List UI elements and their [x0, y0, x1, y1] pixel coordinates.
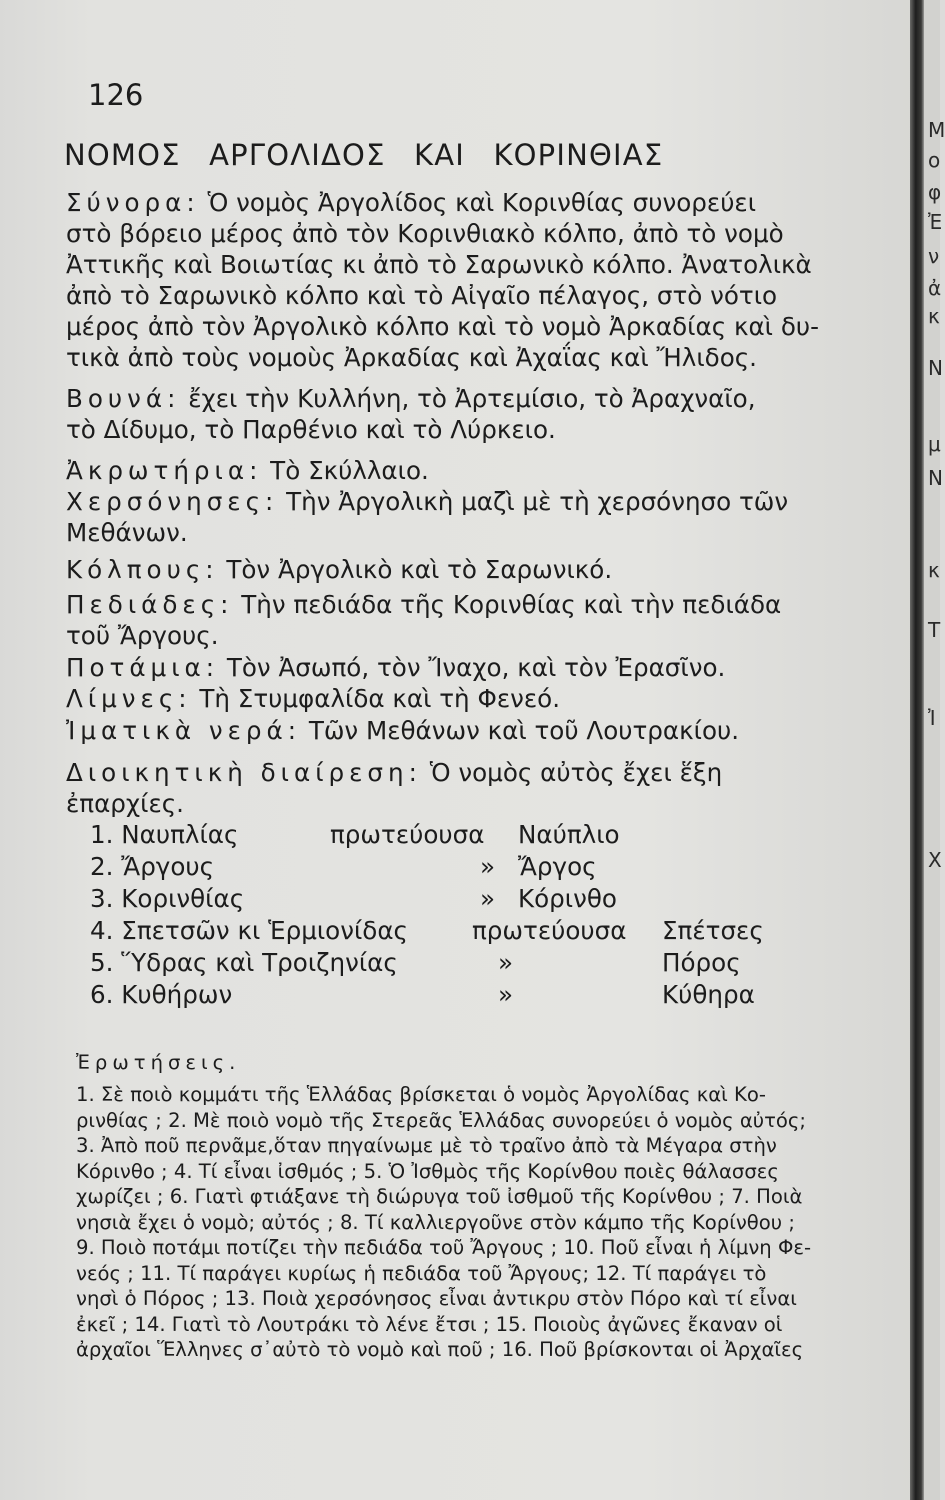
body-line — [66, 621, 219, 650]
province-name: 3. Κορινθίας — [90, 884, 245, 913]
body-line-text: Ὁ νομὸς Ἀργολίδος καὶ Κορινθίας συνορεύει — [199, 188, 757, 217]
body-line — [66, 456, 429, 485]
next-page-fragment: φ — [928, 180, 942, 204]
next-page-fragment: κ — [928, 304, 940, 328]
next-page-fragment: κ — [928, 558, 940, 582]
body-line — [66, 684, 560, 713]
body-line-text: ἀπὸ τὸ Σαρωνικὸ κόλπο καὶ τὸ Αἰγαῖο πέλαγος, στὸ νότιο — [66, 281, 778, 310]
body-line-text: Τὸν Ἀργολικὸ καὶ τὸ Σαρωνικό. — [218, 555, 613, 584]
next-page-fragment: Μ — [928, 118, 945, 142]
province-capital-kind: » — [498, 948, 514, 977]
body-line — [66, 343, 757, 372]
body-line — [66, 384, 756, 413]
section-label: Λίμνες: — [66, 684, 192, 713]
body-line-text: μέρος ἀπὸ τὸν Ἀργολικὸ κόλπο καὶ τὸ νομὸ Ἀρκαδίας καὶ δυ- — [66, 312, 819, 341]
next-page-fragment: ν — [928, 244, 940, 268]
question-line: ἀρχαῖοι Ἕλληνες σ᾽αὐτὸ τὸ νομὸ καὶ ποῦ ; 16. Ποῦ βρίσκονται οἱ Ἀρχαῖες — [76, 1338, 804, 1361]
body-line — [66, 716, 739, 745]
province-capital: Ναύπλιο — [518, 820, 620, 849]
body-line-text: τοῦ Ἄργους. — [66, 621, 219, 650]
body-line-text: τικὰ ἀπὸ τοὺς νομοὺς Ἀρκαδίας καὶ Ἀχαΐας καὶ Ἤλιδος. — [66, 343, 758, 372]
section-label: Διοικητικὴ διαίρεση: — [66, 758, 422, 787]
section-label: Πεδιάδες: — [66, 590, 234, 619]
next-page-fragment: Ἰ — [928, 706, 936, 730]
province-name: 4. Σπετσῶν κι Ἑρμιονίδας — [90, 916, 408, 945]
next-page-fragment: ἀ — [928, 276, 942, 300]
page-number: 126 — [88, 78, 144, 112]
province-capital-kind: πρωτεύουσα — [472, 916, 627, 945]
next-page-fragment: ο — [928, 148, 941, 172]
next-page-fragment: μ — [928, 432, 941, 456]
question-line: νησιὰ ἔχει ὁ νομὸ; αὐτός ; 8. Τί καλλιεργοῦνε στὸν κάμπο τῆς Κορίνθου ; — [76, 1210, 795, 1234]
body-line — [66, 555, 612, 584]
question-line: 3. Ἀπὸ ποῦ περνᾶμε,ὅταν πηγαίνωμε μὲ τὸ τραῖνο ἀπὸ τὰ Μέγαρα στὴν — [76, 1134, 777, 1157]
body-line — [66, 312, 819, 341]
next-page-edge — [924, 0, 945, 1500]
body-line — [66, 653, 725, 682]
body-line-text: Τὸ Σκύλλαιο. — [262, 456, 429, 485]
province-name: 1. Ναυπλίας — [90, 820, 239, 849]
question-line: Κόρινθο ; 4. Τί εἶναι ἰσθμός ; 5. Ὁ Ἰσθμὸς τῆς Κορίνθου ποιὲς θάλασσες — [76, 1159, 779, 1183]
page-title: ΝΟΜΟΣ ΑΡΓΟΛΙΔΟΣ ΚΑΙ ΚΟΡΙΝΘΙΑΣ — [64, 138, 664, 172]
next-page-fragment: Χ — [928, 848, 942, 872]
body-line-text: Τὸν Ἀσωπό, τὸν Ἴναχο, καὶ τὸν Ἐρασῖνο. — [219, 653, 726, 682]
next-page-fragment: Ἐ — [928, 210, 943, 234]
question-line: 9. Ποιὸ ποτάμι ποτίζει τὴν πεδιάδα τοῦ Ἄργους ; 10. Ποῦ εἶναι ἡ λίμνη Φε- — [76, 1236, 812, 1259]
body-line-text: Τὴν Ἀργολικὴ μαζὶ μὲ τὴ χερσόνησο τῶν — [278, 487, 789, 516]
body-line — [66, 281, 777, 310]
body-line-text: Τὴν πεδιάδα τῆς Κορινθίας καὶ τὴν πεδιάδα — [233, 590, 782, 619]
province-name: 2. Ἄργους — [90, 852, 215, 881]
body-line-text: ἔχει τὴν Κυλλήνη, τὸ Ἀρτεμίσιο, τὸ Ἀραχναῖο, — [180, 384, 756, 413]
section-label: Κόλπους: — [66, 555, 219, 584]
question-line: νεός ; 11. Τί παράγει κυρίως ἡ πεδιάδα τοῦ Ἄργους; 12. Τί παράγει τὸ — [76, 1261, 767, 1285]
question-line: 1. Σὲ ποιὸ κομμάτι τῆς Ἑλλάδας βρίσκεται ὁ νομὸς Ἀργολίδας καὶ Κο- — [76, 1083, 766, 1106]
province-capital-kind: » — [498, 980, 514, 1009]
province-capital: Κύθηρα — [662, 980, 755, 1009]
section-label: Ποτάμια: — [66, 653, 220, 682]
question-line: ρινθίας ; 2. Μὲ ποιὸ νομὸ τῆς Στερεᾶς Ἑλλάδας συνορεύει ὁ νομὸς αὐτός; — [76, 1108, 807, 1132]
province-capital: Πόρος — [662, 948, 741, 977]
body-line — [66, 188, 756, 217]
body-line — [66, 219, 784, 248]
question-line: νησὶ ὁ Πόρος ; 13. Ποιὰ χερσόνησος εἶναι ἀντικρυ στὸν Πόρο καὶ τί εἶναι — [76, 1287, 797, 1310]
body-line — [66, 250, 812, 279]
body-line-text: Μεθάνων. — [66, 518, 188, 547]
book-gutter — [910, 0, 924, 1500]
questions-heading: Ἐρωτήσεις. — [76, 1051, 241, 1074]
body-line-text: στὸ βόρειο μέρος ἀπὸ τὸν Κορινθιακὸ κόλπο, ἀπὸ τὸ νομὸ — [66, 219, 784, 248]
section-label: Βουνά: — [66, 384, 181, 413]
body-line — [66, 415, 556, 444]
province-name: 6. Κυθήρων — [90, 980, 233, 1009]
body-line-text: ἐπαρχίες. — [66, 789, 184, 818]
body-line — [66, 758, 722, 787]
province-capital-kind: πρωτεύουσα — [330, 820, 485, 849]
body-line — [66, 487, 788, 516]
next-page-fragment: Τ — [928, 618, 941, 642]
next-page-fragment: Ν — [928, 356, 943, 380]
section-label: Ἀκρωτήρια: — [66, 456, 263, 485]
body-line-text: Ὁ νομὸς αὐτὸς ἔχει ἕξη — [421, 758, 723, 787]
province-name: 5. Ὕδρας καὶ Τροιζηνίας — [90, 948, 398, 977]
province-capital-kind: » — [480, 852, 496, 881]
body-line-text: Τὴ Στυμφαλίδα καὶ τὴ Φενεό. — [191, 684, 561, 713]
body-line-text: Ἀττικῆς καὶ Βοιωτίας κι ἀπὸ τὸ Σαρωνικὸ κόλπο. Ἀνατολικὰ — [66, 250, 812, 279]
body-line — [66, 518, 188, 547]
body-line-text: τὸ Δίδυμο, τὸ Παρθένιο καὶ τὸ Λύρκειο. — [66, 415, 556, 444]
body-line — [66, 590, 781, 619]
next-page-fragment: Ν — [928, 466, 943, 490]
question-line: χωρίζει ; 6. Γιατὶ φτιάξανε τὴ διώρυγα τοῦ ἰσθμοῦ τῆς Κορίνθου ; 7. Ποιὰ — [76, 1185, 803, 1208]
body-line — [66, 789, 184, 818]
body-line-text: Τῶν Μεθάνων καὶ τοῦ Λουτρακίου. — [301, 716, 740, 745]
question-line: ἐκεῖ ; 14. Γιατὶ τὸ Λουτράκι τὸ λένε ἔτσι ; 15. Ποιοὺς ἀγῶνες ἔκαναν οἱ — [76, 1312, 783, 1336]
section-label: Ἰματικὰ νερά: — [66, 716, 301, 745]
section-label: Χερσόνησες: — [66, 487, 279, 516]
province-capital-kind: » — [480, 884, 496, 913]
province-capital: Σπέτσες — [662, 916, 764, 945]
province-capital: Ἄργος — [518, 852, 597, 881]
province-capital: Κόρινθο — [518, 884, 617, 913]
section-label: Σύνορα: — [66, 188, 200, 217]
